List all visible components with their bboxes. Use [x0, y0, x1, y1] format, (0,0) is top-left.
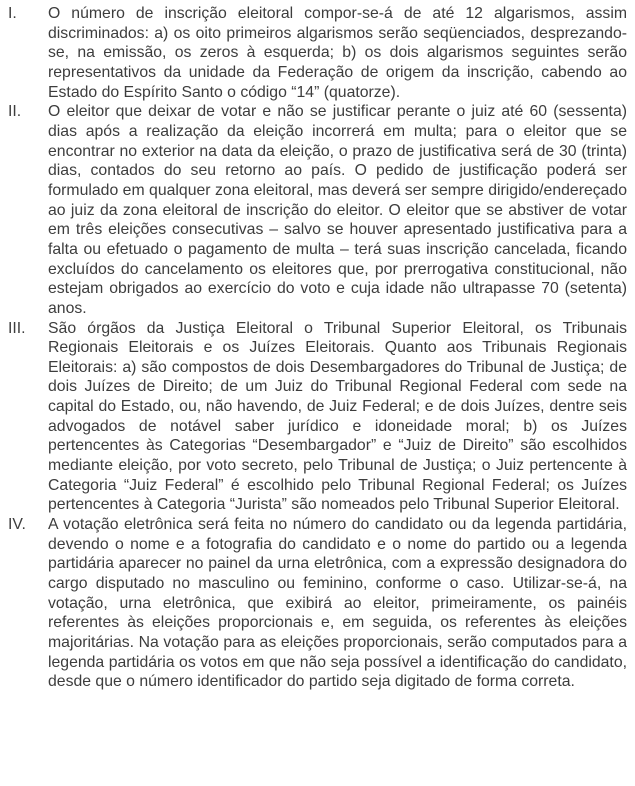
list-item-marker: II.	[8, 103, 22, 121]
list-item-marker: III.	[8, 319, 26, 337]
list-item-marker: I.	[8, 5, 17, 22]
list-item-text: O número de inscrição eleitoral compor-se-á de até 12 algarismos, assim discriminados: a) os oito primeiros algarismos serão seqüenciados, desprezando-se, na emissão, os zeros à esquerda; b) os dois algarismos seguintes serão representativos da unidade da Federação de origem da inscrição, cabendo ao Estado do Espírito Santo o código “14” (quatorze).	[48, 5, 627, 101]
list-item-3	[8, 319, 627, 516]
list-item-1	[8, 4, 627, 102]
list-item-2	[8, 102, 627, 318]
list-item-4	[8, 515, 627, 692]
list-item-text: O eleitor que deixar de votar e não se justificar perante o juiz até 60 (sessenta) dias após a realização da eleição incorrerá em multa; para o eleitor que se encontrar no exterior na data da eleição, o prazo de justificativa será de 30 (trinta) dias, contados do seu retorno ao país. O pedido de justificação poderá ser formulado em qualquer zona eleitoral, mas deverá ser sempre dirigido/endereçado ao juiz da zona eleitoral de inscrição do eleitor. O eleitor que se abstiver de votar em três eleições consecutivas – salvo se houver apresentado justificativa para a falta ou efetuado o pagamento de multa – terá suas inscrição cancelada, ficando excluídos do cancelamento os eleitores que, por prerrogativa constitucional, não estejam obrigados ao exercício do voto e cuja idade não ultrapasse 70 (setenta) anos.	[48, 103, 627, 317]
list-item-text: São órgãos da Justiça Eleitoral o Tribunal Superior Eleitoral, os Tribunais Regionais Eleitorais e os Juízes Eleitorais. Quanto aos Tribunais Regionais Eleitorais: a) são compostos de dois Desembargadores do Tribunal de Justiça; de dois Juízes de Direito; de um Juiz do Tribunal Regional Federal com sede na capital do Estado, ou, não havendo, de Juiz Federal; e de dois Juízes, dentre seis advogados de notável saber jurídico e idoneidade moral; b) os Juízes pertencentes às Categorias “Desembargador” e “Juiz de Direito” são escolhidos mediante eleição, por voto secreto, pelo Tribunal de Justiça; o Juiz pertencente à Categoria “Juiz Federal” é escolhido pelo Tribunal Regional Federal; os Juízes pertencentes à Categoria “Jurista” são nomeados pelo Tribunal Superior Eleitoral.	[48, 319, 627, 514]
list-item-marker: IV.	[8, 516, 26, 534]
list-item-text: A votação eletrônica será feita no número do candidato ou da legenda partidária, devendo o nome e a fotografia do candidato e o nome do partido ou a legenda partidária aparecer no painel da urna eletrônica, com a expressão designadora do cargo disputado no masculino ou feminino, conforme o caso. Utilizar-se-á, na votação, urna eletrônica, que exibirá ao eleitor, primeiramente, os painéis referentes às eleições proporcionais e, em seguida, os referentes às eleições majoritárias. Na votação para as eleições proporcionais, serão computados para a legenda partidária os votos em que não seja possível a identificação do candidato, desde que o número identificador do partido seja digitado de forma correta.	[48, 516, 627, 691]
